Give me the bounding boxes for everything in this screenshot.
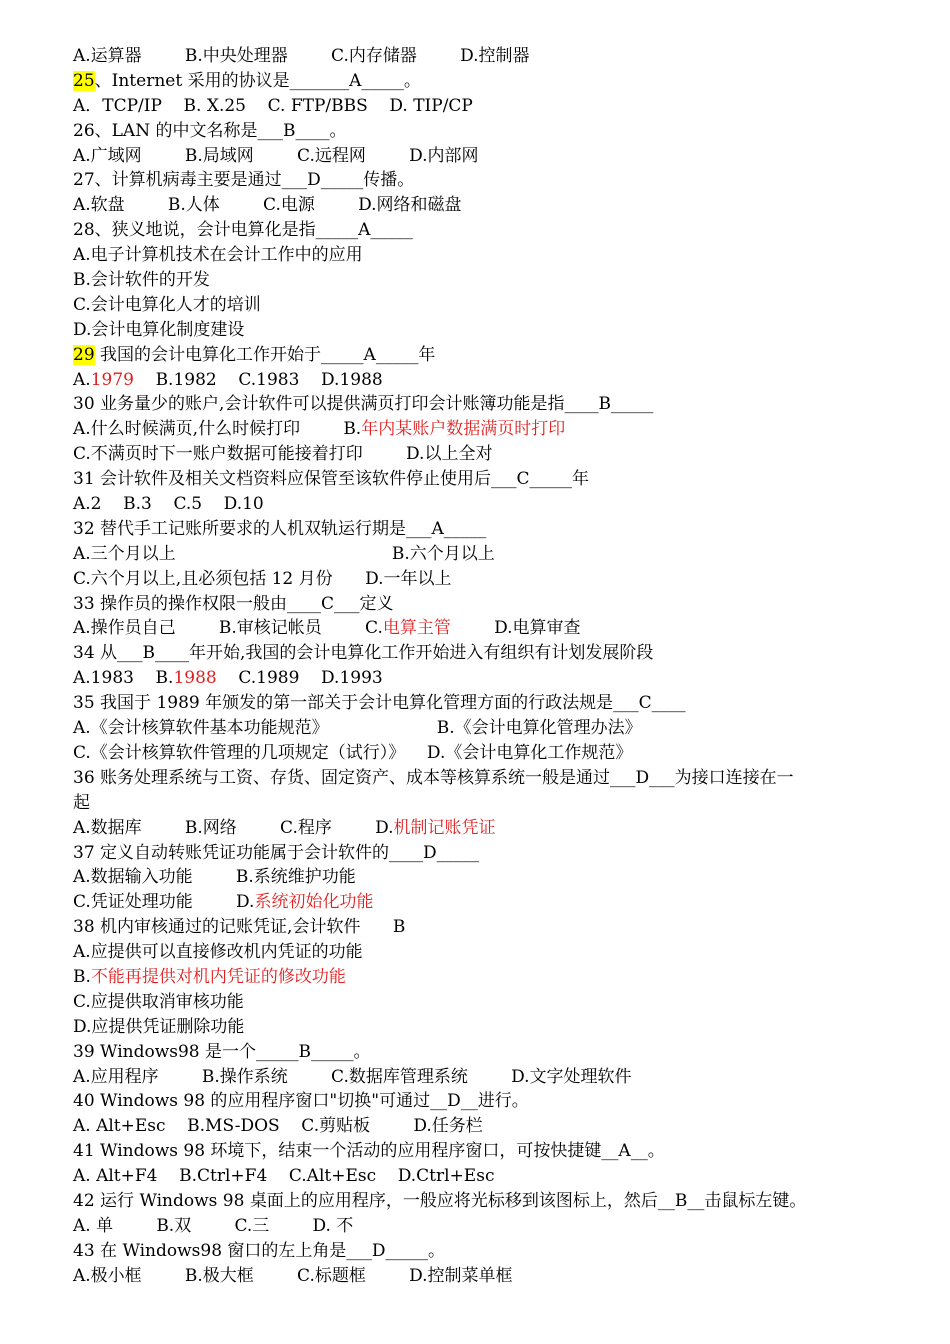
text-line — [73, 168, 893, 193]
text-segment: 41 Windows 98 环境下，结束一个活动的应用程序窗口，可按快捷键__A__。 — [73, 1141, 665, 1162]
text-line — [73, 94, 893, 119]
text-segment: 31 会计软件及相关文档资料应保管至该软件停止使用后___C_____年 — [73, 469, 590, 490]
text-line — [73, 766, 893, 791]
text-line — [73, 69, 893, 94]
text-segment: C.应提供取消审核功能 — [73, 991, 244, 1012]
text-line — [73, 666, 893, 691]
marked-answer: 年内某账户数据满页时打印 — [361, 419, 566, 440]
text-line — [73, 915, 893, 940]
text-line — [73, 1015, 893, 1040]
text-line — [73, 990, 893, 1015]
text-segment: 43 在 Windows98 窗口的左上角是___D_____。 — [73, 1240, 446, 1261]
text-line — [73, 417, 893, 442]
text-segment: A. Alt+F4 B.Ctrl+F4 C.Alt+Esc D.Ctrl+Esc — [73, 1166, 495, 1187]
text-segment: 34 从___B____年开始,我国的会计电算化工作开始进入有组织有计划发展阶段 — [73, 643, 654, 664]
text-segment: A.极小框 B.极大框 C.标题框 D.控制菜单框 — [73, 1265, 513, 1286]
text-segment: B.会计软件的开发 — [73, 270, 210, 291]
text-line — [73, 1164, 893, 1189]
marked-answer: 不能再提供对机内凭证的修改功能 — [90, 966, 346, 987]
text-line — [73, 392, 893, 417]
text-segment: A.什么时候满页,什么时候打印 B. — [73, 419, 362, 440]
text-line — [73, 542, 893, 567]
highlighted-question-number: 29 — [73, 344, 95, 365]
text-line — [73, 716, 893, 741]
text-line — [73, 816, 893, 841]
text-segment: 40 Windows 98 的应用程序窗口"切换"可通过__D__进行。 — [73, 1091, 529, 1112]
text-segment: A.数据库 B.网络 C.程序 D. — [73, 817, 394, 838]
text-segment: C.会计电算化人才的培训 — [73, 294, 261, 315]
text-segment: C.《会计核算软件管理的几项规定（试行）》 D.《会计电算化工作规范》 — [73, 742, 633, 763]
text-line — [73, 1065, 893, 1090]
text-segment: C.凭证处理功能 D. — [73, 892, 255, 913]
text-segment: A．TCP/IP B. X.25 C. FTP/BBS D. TIP/CP — [73, 95, 473, 116]
text-segment: D.电算审查 — [450, 618, 581, 639]
text-segment: B.1982 C.1983 D.1988 — [133, 369, 383, 390]
text-segment: 42 运行 Windows 98 桌面上的应用程序，一般应将光标移到该图标上，然后__B__击鼠标左键。 — [73, 1190, 807, 1211]
text-segment: 起 — [73, 792, 90, 813]
marked-answer: 机制记账凭证 — [393, 817, 496, 838]
text-line — [73, 1114, 893, 1139]
text-segment: 我国的会计电算化工作开始于_____A_____年 — [94, 344, 436, 365]
text-line — [73, 1189, 893, 1214]
text-line — [73, 641, 893, 666]
text-line — [73, 318, 893, 343]
document-page — [73, 44, 893, 1289]
text-line — [73, 890, 893, 915]
highlighted-question-number: 25 — [73, 70, 95, 91]
marked-answer: 1988 — [173, 668, 217, 689]
text-line — [73, 517, 893, 542]
text-line — [73, 691, 893, 716]
text-line — [73, 293, 893, 318]
text-line — [73, 343, 893, 368]
text-segment: 37 定义自动转账凭证功能属于会计软件的____D_____ — [73, 842, 480, 863]
marked-answer: 系统初始化功能 — [254, 892, 374, 913]
text-line — [73, 1264, 893, 1289]
text-segment: A.运算器 B.中央处理器 C.内存储器 D.控制器 — [73, 46, 530, 66]
text-segment: 32 替代手工记账所要求的人机双轨运行期是___A_____ — [73, 518, 487, 539]
text-segment: A.广域网 B.局域网 C.远程网 D.内部网 — [73, 145, 479, 166]
marked-answer: 电算主管 — [382, 618, 451, 639]
text-segment: A.《会计核算软件基本功能规范》 B.《会计电算化管理办法》 — [73, 718, 642, 739]
text-segment: 30 业务量少的账户,会计软件可以提供满页打印会计账簿功能是指____B_____ — [73, 394, 654, 415]
text-line — [73, 616, 893, 641]
text-line — [73, 218, 893, 243]
text-line — [73, 1239, 893, 1264]
text-segment: 35 我国于 1989 年颁发的第一部关于会计电算化管理方面的行政法规是___C____ — [73, 693, 686, 714]
text-segment: A.1983 B. — [73, 668, 174, 689]
text-line — [73, 442, 893, 467]
text-line — [73, 865, 893, 890]
text-line — [73, 1214, 893, 1239]
text-segment: A.2 B.3 C.5 D.10 — [73, 494, 264, 515]
text-segment: A.三个月以上 B.六个月以上 — [73, 543, 495, 564]
text-segment: 26、LAN 的中文名称是___B____。 — [73, 120, 347, 141]
text-segment: A.应提供可以直接修改机内凭证的功能 — [73, 942, 363, 963]
text-segment: A. — [73, 369, 91, 390]
text-segment: 27、计算机病毒主要是通过___D_____传播。 — [73, 170, 415, 191]
text-line — [73, 592, 893, 617]
text-line — [73, 567, 893, 592]
text-segment: C.1989 D.1993 — [216, 668, 383, 689]
text-segment: 33 操作员的操作权限一般由____C___定义 — [73, 593, 394, 614]
text-segment: A.数据输入功能 B.系统维护功能 — [73, 867, 356, 888]
text-line — [73, 940, 893, 965]
marked-answer: 1979 — [90, 369, 134, 390]
text-line — [73, 119, 893, 144]
text-line — [73, 243, 893, 268]
text-line — [73, 144, 893, 169]
text-segment: A. Alt+Esc B.MS-DOS C.剪贴板 D.任务栏 — [73, 1116, 483, 1137]
text-line — [73, 193, 893, 218]
text-segment: A.软盘 B.人体 C.电源 D.网络和磁盘 — [73, 195, 462, 216]
text-line — [73, 1040, 893, 1065]
text-segment: D.会计电算化制度建设 — [73, 319, 245, 340]
text-segment: 36 账务处理系统与工资、存货、固定资产、成本等核算系统一般是通过___D___为接口连接在一 — [73, 767, 794, 788]
text-segment: 28、狭义地说，会计电算化是指_____A_____ — [73, 220, 413, 241]
text-segment: D.应提供凭证删除功能 — [73, 1016, 245, 1037]
text-segment: A.电子计算机技术在会计工作中的应用 — [73, 245, 363, 266]
text-segment: A. 单 B.双 C.三 D. 不 — [73, 1215, 354, 1236]
text-segment: 38 机内审核通过的记账凭证,会计软件 B — [73, 917, 406, 938]
text-line — [73, 467, 893, 492]
text-line — [73, 791, 893, 816]
text-segment: C.不满页时下一账户数据可能接着打印 D.以上全对 — [73, 444, 493, 465]
text-line — [73, 741, 893, 766]
text-line — [73, 965, 893, 990]
text-line — [73, 492, 893, 517]
text-line — [73, 1139, 893, 1164]
text-line — [73, 268, 893, 293]
text-line — [73, 841, 893, 866]
text-line — [73, 1089, 893, 1114]
text-segment: A.应用程序 B.操作系统 C.数据库管理系统 D.文字处理软件 — [73, 1066, 632, 1087]
text-segment: 、Internet 采用的协议是_______A_____。 — [94, 70, 421, 91]
text-segment: 39 Windows98 是一个_____B_____。 — [73, 1041, 371, 1062]
text-line — [73, 368, 893, 393]
text-segment: C.六个月以上,且必须包括 12 月份 D.一年以上 — [73, 568, 452, 589]
text-segment: A.操作员自己 B.审核记帐员 C. — [73, 618, 383, 639]
text-segment: B. — [73, 966, 91, 987]
text-line — [73, 44, 893, 69]
